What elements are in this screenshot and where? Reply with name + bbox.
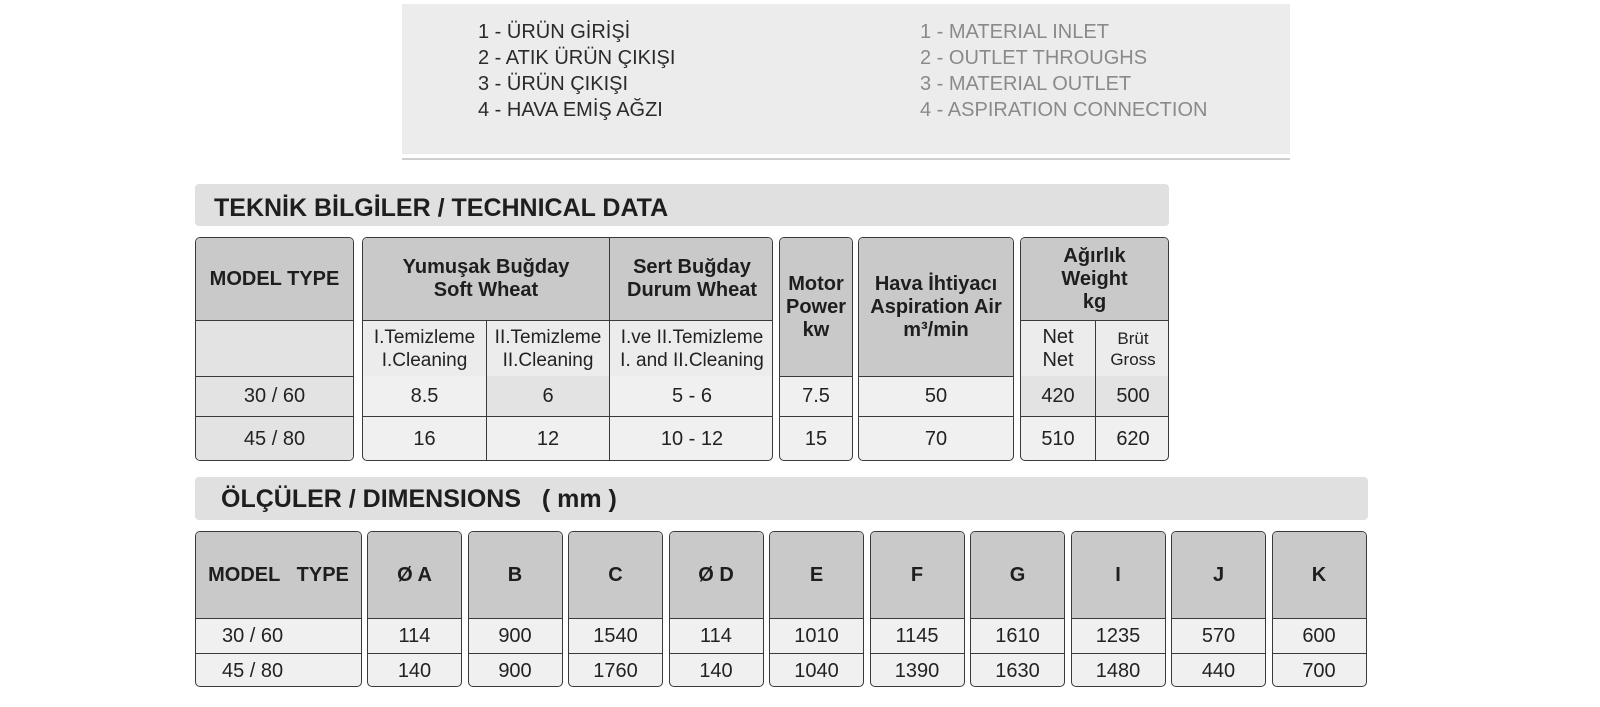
first-cleaning-header — [363, 320, 486, 376]
power-label: Power — [785, 295, 847, 318]
dim-column — [769, 531, 864, 687]
both-cleaning-en: I. and II.Cleaning — [620, 349, 764, 371]
legend-panel — [402, 4, 1290, 154]
divider — [402, 158, 1290, 160]
technical-data-heading — [195, 184, 1169, 226]
dim-value-cell: 1040 — [770, 653, 863, 687]
first-cleaning-tr: I.Temizleme — [373, 326, 476, 348]
dim-value-cell: 1760 — [569, 653, 662, 687]
gross-cell: 620 — [1095, 416, 1169, 461]
legend-item: 1 - MATERIAL INLET — [920, 21, 1109, 43]
dim-value-cell: 140 — [368, 653, 461, 687]
dim-column — [970, 531, 1065, 687]
soft1-cell: 16 — [363, 416, 486, 461]
legend-item: 2 - OUTLET THROUGHS — [920, 47, 1148, 69]
weight-header — [1021, 238, 1168, 320]
legend-item: 4 - ASPIRATION CONNECTION — [920, 99, 1208, 121]
legend-item: 3 - MATERIAL OUTLET — [920, 73, 1132, 95]
net-tr: Net — [1042, 325, 1074, 348]
motor-power-column — [779, 237, 853, 461]
motor-cell: 7.5 — [780, 376, 852, 416]
weight-unit: kg — [1082, 290, 1107, 313]
soft-wheat-tr: Yumuşak Buğday — [402, 256, 570, 278]
aspiration-air-column — [858, 237, 1014, 461]
dim-value-cell: 114 — [368, 618, 461, 653]
motor-cell: 15 — [780, 416, 852, 461]
aspiration-tr: Hava İhtiyacı — [874, 272, 998, 295]
legend-item: 2 - ATIK ÜRÜN ÇIKIŞI — [478, 47, 676, 69]
motor-label: Motor — [788, 272, 844, 295]
gross-header — [1095, 320, 1169, 376]
dim-column-header: I — [1072, 532, 1165, 618]
aspiration-air-header — [859, 238, 1013, 376]
dim-column-header: B — [469, 532, 562, 618]
dim-model-type-header: MODEL TYPE — [196, 532, 361, 618]
dim-value-cell: 1390 — [871, 653, 964, 687]
dim-model-cell: 45 / 80 — [196, 653, 361, 687]
durum-wheat-tr: Sert Buğday — [633, 256, 751, 278]
weight-en: Weight — [1061, 267, 1128, 290]
dim-column — [468, 531, 563, 687]
net-cell: 420 — [1021, 376, 1095, 416]
both-cleaning-tr: I.ve II.Temizleme — [620, 326, 764, 348]
air-cell: 70 — [859, 416, 1013, 461]
weight-tr: Ağırlık — [1063, 244, 1126, 267]
model-type-header: MODEL TYPE — [196, 238, 353, 320]
dim-column — [1071, 531, 1166, 687]
air-cell: 50 — [859, 376, 1013, 416]
kw-label: kw — [802, 318, 830, 341]
durum-wheat-en: Durum Wheat — [627, 279, 757, 301]
durum-cell: 5 - 6 — [609, 376, 773, 416]
dim-value-cell: 1235 — [1072, 618, 1165, 653]
dim-column-header: F — [871, 532, 964, 618]
legend-item: 3 - ÜRÜN ÇIKIŞI — [478, 73, 629, 95]
dim-column-header: Ø D — [670, 532, 763, 618]
dim-value-cell: 1010 — [770, 618, 863, 653]
net-cell: 510 — [1021, 416, 1095, 461]
gross-en: Gross — [1110, 349, 1156, 369]
model-cell: 30 / 60 — [196, 376, 353, 416]
heading-text: TEKNİK BİLGİLER / TECHNICAL DATA — [214, 194, 669, 222]
second-cleaning-en: II.Cleaning — [502, 349, 594, 371]
model-cell: 45 / 80 — [196, 416, 353, 461]
dim-column-header: E — [770, 532, 863, 618]
aspiration-en: Aspiration Air — [870, 295, 1002, 318]
dim-column-header: G — [971, 532, 1064, 618]
soft-wheat-header — [363, 238, 609, 320]
dim-value-cell: 570 — [1172, 618, 1265, 653]
weight-column — [1020, 237, 1169, 461]
dim-value-cell: 1630 — [971, 653, 1064, 687]
dim-value-cell: 1480 — [1072, 653, 1165, 687]
dimensions-heading — [195, 477, 1368, 520]
gross-tr: Brüt — [1117, 328, 1149, 348]
legend-turkish — [478, 19, 675, 123]
dim-column-header: C — [569, 532, 662, 618]
dim-value-cell: 900 — [469, 653, 562, 687]
soft2-cell: 6 — [486, 376, 609, 416]
dim-column — [1171, 531, 1266, 687]
soft2-cell: 12 — [486, 416, 609, 461]
legend-item: 1 - ÜRÜN GİRİŞİ — [478, 21, 631, 43]
dim-value-cell: 700 — [1273, 653, 1366, 687]
dim-model-column — [195, 531, 362, 687]
second-cleaning-header — [486, 320, 609, 376]
dim-model-cell: 30 / 60 — [196, 618, 361, 653]
aspiration-unit: m³/min — [903, 318, 969, 341]
second-cleaning-tr: II.Temizleme — [494, 326, 602, 348]
legend-item: 4 - HAVA EMİŞ AĞZI — [478, 99, 663, 121]
dim-column — [1272, 531, 1367, 687]
dim-value-cell: 440 — [1172, 653, 1265, 687]
net-en: Net — [1042, 348, 1074, 371]
dim-value-cell: 140 — [670, 653, 763, 687]
both-cleaning-header — [609, 320, 773, 376]
dim-value-cell: 1540 — [569, 618, 662, 653]
soft1-cell: 8.5 — [410, 384, 439, 407]
dim-value-cell: 114 — [670, 618, 763, 653]
net-header — [1021, 320, 1095, 376]
durum-wheat-header — [609, 238, 773, 320]
dim-column — [669, 531, 764, 687]
motor-power-header — [780, 238, 852, 376]
dim-value-cell: 900 — [469, 618, 562, 653]
dim-column-header: K — [1273, 532, 1366, 618]
tech-model-column — [195, 237, 354, 461]
legend-english — [920, 19, 1207, 123]
dim-value-cell: 1610 — [971, 618, 1064, 653]
dim-column — [870, 531, 965, 687]
dim-column — [568, 531, 663, 687]
dim-column — [367, 531, 462, 687]
dim-value-cell: 1145 — [871, 618, 964, 653]
heading-text: ÖLÇÜLER / DIMENSIONS ( mm ) — [221, 485, 617, 513]
gross-cell: 500 — [1095, 376, 1169, 416]
wheat-cleaning-table — [362, 237, 773, 461]
first-cleaning-en: I.Cleaning — [381, 349, 468, 371]
soft-wheat-en: Soft Wheat — [433, 279, 539, 301]
dim-column-header: Ø A — [368, 532, 461, 618]
model-type-blank — [196, 320, 353, 376]
dim-column-header: J — [1172, 532, 1265, 618]
durum-cell: 10 - 12 — [609, 416, 773, 461]
dim-value-cell: 600 — [1273, 618, 1366, 653]
